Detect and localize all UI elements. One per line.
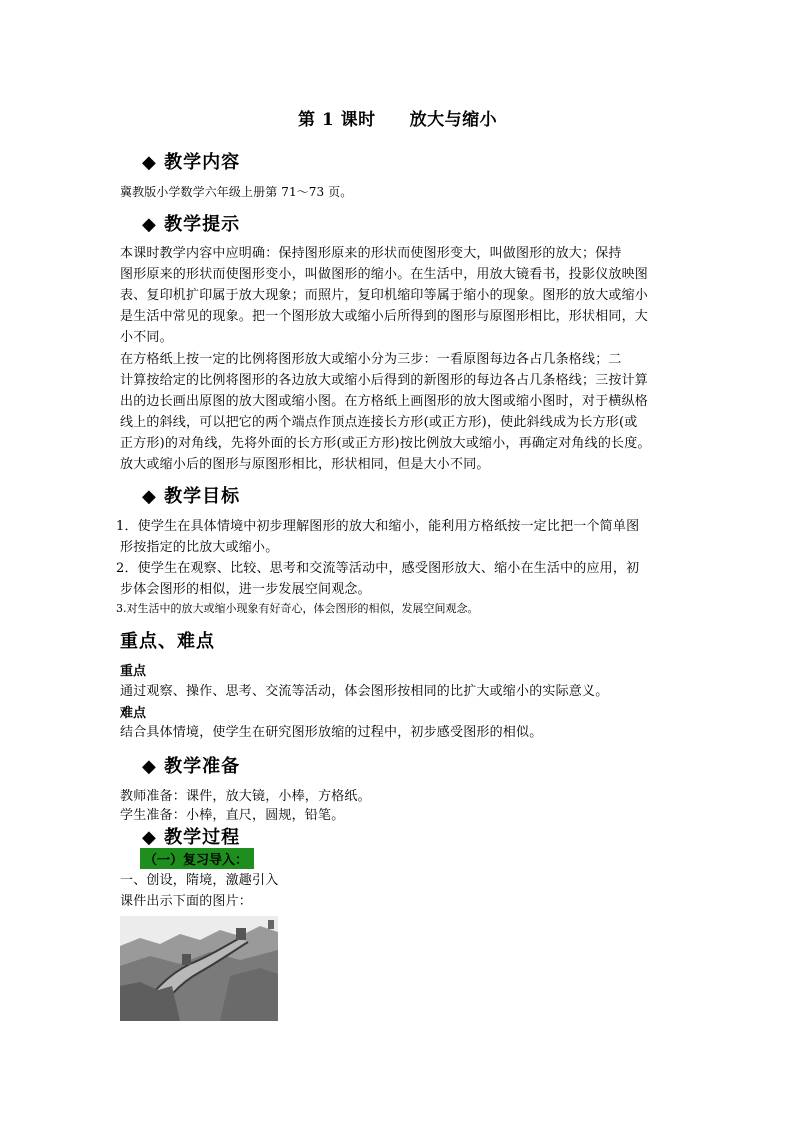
goal-heading: ◆ 教学目标	[142, 486, 241, 507]
hint-line: 计算按给定的比例将图形的各边放大或缩小后得到的新图形的每边各占几条格线；三按计算	[120, 373, 649, 388]
prep-heading: ◆ 教学准备	[142, 756, 241, 777]
hint-line: 小不同。	[120, 330, 173, 345]
difficult-label: 难点	[120, 706, 147, 721]
hint-line: 是生活中常见的现象。把一个图形放大或缩小后所得到的图形与原图形相比，形状相同，大	[120, 309, 649, 324]
hint-line: 放大或缩小后的图形与原图形相比，形状相同，但是大小不同。	[120, 457, 490, 472]
lesson-number: 第 1 课时	[298, 110, 376, 130]
great-wall-photo	[120, 916, 278, 1021]
process-heading: ◆ 教学过程	[142, 827, 241, 848]
hint-heading: ◆ 教学提示	[142, 214, 241, 235]
difficult-text: 结合具体情境，使学生在研究图形放缩的过程中，初步感受图形的相似。	[120, 725, 543, 740]
process-line: 课件出示下面的图片：	[120, 894, 253, 909]
key-text: 通过观察、操作、思考、交流等活动，体会图形按相同的比扩大或缩小的实际意义。	[120, 684, 609, 699]
hint-line: 线上的斜线，可以把它的两个端点作顶点连接长方形(或正方形)，使此斜线成为长方形(或	[120, 415, 638, 430]
process-line: 一、创设，隋境，激趣引入	[120, 873, 279, 888]
hint-line: 表、复印机扩印属于放大现象；而照片，复印机缩印等属于缩小的现象。图形的放大或缩小	[120, 288, 649, 303]
key-label: 重点	[120, 664, 147, 679]
goal-line: 步体会图形的相似，进一步发展空间观念。	[120, 582, 371, 597]
hint-line: 正方形)的对角线，先将外面的长方形(或正方形)按比例放大或缩小，再确定对角线的长度。	[120, 436, 651, 451]
hint-line: 在方格纸上按一定的比例将图形放大或缩小分为三步：一看原图每边各占几条格线；二	[120, 352, 622, 367]
goal-line: 3.对生活中的放大或缩小现象有好奇心，体会图形的相似，发展空间观念。	[116, 602, 479, 615]
hint-line: 本课时教学内容中应明确：保持图形原来的形状而使图形变大，叫做图形的放大；保持	[120, 246, 622, 261]
content-heading: ◆ 教学内容	[142, 152, 241, 173]
review-label: （一）复习导入：	[140, 848, 254, 869]
page-title	[298, 105, 497, 130]
goal-line: 形按指定的比放大或缩小。	[120, 540, 279, 555]
content-text: 冀教版小学数学六年级上册第 71～73 页。	[120, 185, 353, 199]
lesson-topic: 放大与缩小	[409, 110, 498, 130]
key-difficult-heading: 重点、难点	[120, 631, 215, 652]
prep-student: 学生准备：小棒，直尺，圆规，铅笔。	[120, 808, 345, 823]
goal-line: 2．使学生在观察、比较、思考和交流等活动中，感受图形放大、缩小在生活中的应用，初	[116, 561, 640, 576]
hint-line: 出的边长画出原图的放大图或缩小图。在方格纸上画图形的放大图或缩小图时，对于横纵格	[120, 394, 649, 409]
prep-teacher: 教师准备：课件，放大镜，小棒，方格纸。	[120, 789, 371, 804]
goal-line: 1．使学生在具体情境中初步理解图形的放大和缩小，能利用方格纸按一定比把一个简单图	[116, 519, 640, 534]
hint-line: 图形原来的形状而使图形变小，叫做图形的缩小。在生活中，用放大镜看书，投影仪放映图	[120, 267, 649, 282]
